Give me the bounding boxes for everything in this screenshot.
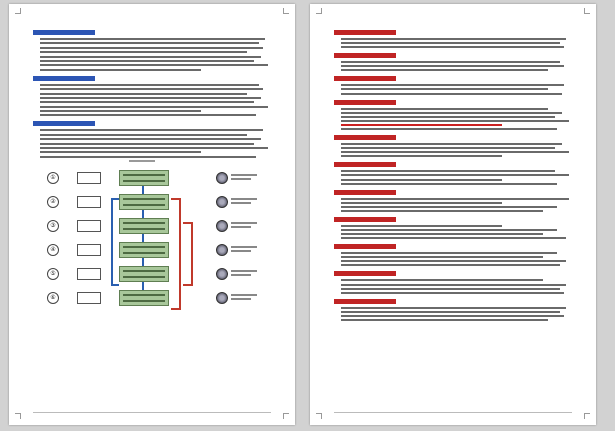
lcd-display bbox=[119, 194, 169, 210]
text-line bbox=[40, 101, 254, 103]
step-box bbox=[77, 268, 101, 280]
step-box bbox=[77, 196, 101, 208]
section bbox=[334, 100, 574, 130]
knob-note bbox=[231, 246, 257, 248]
text-line bbox=[341, 315, 564, 317]
text-line bbox=[341, 143, 562, 145]
section bbox=[334, 135, 574, 157]
rotary-knob-icon bbox=[216, 196, 228, 208]
text-line bbox=[40, 56, 261, 58]
text-line bbox=[341, 84, 564, 86]
right-page-content bbox=[334, 30, 574, 326]
section bbox=[334, 53, 574, 71]
text-line bbox=[40, 114, 256, 116]
knob-note bbox=[231, 294, 257, 296]
text-line bbox=[341, 279, 543, 281]
lcd-line bbox=[123, 270, 165, 272]
step-number: ② bbox=[47, 196, 59, 208]
section-heading bbox=[334, 135, 396, 140]
section bbox=[334, 162, 574, 184]
lcd-line bbox=[123, 174, 165, 176]
crop-mark bbox=[584, 413, 590, 419]
section bbox=[33, 76, 273, 117]
text-line bbox=[341, 46, 564, 48]
text-line bbox=[341, 284, 566, 286]
text-line bbox=[40, 38, 265, 40]
lcd-line bbox=[123, 228, 165, 230]
section-heading bbox=[33, 76, 95, 81]
text-line bbox=[341, 155, 502, 157]
text-line bbox=[40, 110, 201, 112]
text-line bbox=[40, 143, 254, 145]
mode-flow-figure bbox=[33, 164, 273, 322]
text-line bbox=[341, 38, 566, 40]
knob-note bbox=[231, 274, 251, 276]
text-line bbox=[341, 151, 569, 153]
section-heading bbox=[334, 217, 396, 222]
text-line bbox=[341, 93, 562, 95]
section-heading bbox=[334, 299, 396, 304]
feedback-line-red bbox=[171, 198, 181, 310]
text-line bbox=[341, 120, 569, 122]
section-heading bbox=[334, 190, 396, 195]
lcd-line bbox=[123, 204, 165, 206]
text-line bbox=[40, 151, 201, 153]
text-line bbox=[341, 198, 569, 200]
section bbox=[334, 271, 574, 293]
text-line bbox=[341, 147, 555, 149]
text-line bbox=[341, 179, 502, 181]
text-line bbox=[40, 51, 247, 53]
text-line bbox=[40, 97, 261, 99]
text-line bbox=[40, 60, 254, 62]
section-heading bbox=[33, 30, 95, 35]
step-number: ⑥ bbox=[47, 292, 59, 304]
knob-note bbox=[231, 178, 251, 180]
text-line bbox=[341, 233, 543, 235]
text-line bbox=[40, 106, 268, 108]
section-heading bbox=[334, 162, 396, 167]
text-line bbox=[341, 65, 564, 67]
text-line bbox=[341, 256, 543, 258]
step-box bbox=[77, 244, 101, 256]
section-heading bbox=[334, 30, 396, 35]
feedback-line-red bbox=[183, 222, 193, 286]
text-line bbox=[341, 183, 557, 185]
lcd-line bbox=[123, 300, 165, 302]
knob-note bbox=[231, 202, 251, 204]
text-line bbox=[341, 88, 548, 90]
step-box bbox=[77, 220, 101, 232]
crop-mark bbox=[283, 413, 289, 419]
lcd-display bbox=[119, 170, 169, 186]
text-line bbox=[341, 174, 569, 176]
down-arrow bbox=[142, 234, 144, 242]
lcd-line bbox=[123, 198, 165, 200]
section-heading bbox=[334, 244, 396, 249]
step-box bbox=[77, 292, 101, 304]
text-line bbox=[341, 108, 548, 110]
text-line bbox=[341, 69, 548, 71]
step-number: ③ bbox=[47, 220, 59, 232]
text-line bbox=[40, 88, 263, 90]
text-line bbox=[341, 311, 560, 313]
lcd-display bbox=[119, 290, 169, 306]
section-heading bbox=[334, 100, 396, 105]
text-line bbox=[341, 237, 566, 239]
section bbox=[334, 217, 574, 239]
text-line bbox=[40, 147, 268, 149]
text-line bbox=[40, 93, 247, 95]
down-arrow bbox=[142, 210, 144, 218]
text-line bbox=[40, 138, 261, 140]
text-line bbox=[40, 156, 256, 158]
lcd-line bbox=[123, 294, 165, 296]
crop-mark bbox=[15, 413, 21, 419]
section bbox=[334, 299, 574, 321]
text-line bbox=[341, 206, 557, 208]
section bbox=[334, 30, 574, 48]
section-heading bbox=[33, 121, 95, 126]
lcd-line bbox=[123, 180, 165, 182]
section-heading bbox=[334, 76, 396, 81]
section bbox=[334, 76, 574, 94]
crop-mark bbox=[283, 8, 289, 14]
text-line bbox=[341, 124, 502, 126]
knob-note bbox=[231, 198, 257, 200]
text-line bbox=[341, 61, 560, 63]
lcd-display bbox=[119, 218, 169, 234]
section-heading bbox=[334, 53, 396, 58]
text-line bbox=[341, 170, 555, 172]
step-number: ④ bbox=[47, 244, 59, 256]
text-line bbox=[40, 84, 259, 86]
lcd-line bbox=[123, 252, 165, 254]
rotary-knob-icon bbox=[216, 220, 228, 232]
step-number: ① bbox=[47, 172, 59, 184]
knob-note bbox=[231, 222, 257, 224]
rotary-knob-icon bbox=[216, 268, 228, 280]
text-line bbox=[341, 292, 564, 294]
knob-note bbox=[231, 250, 251, 252]
text-line bbox=[40, 69, 201, 71]
rotary-knob-icon bbox=[216, 244, 228, 256]
text-line bbox=[40, 64, 268, 66]
text-line bbox=[341, 319, 548, 321]
section-heading bbox=[334, 271, 396, 276]
footer-rule bbox=[33, 412, 271, 413]
text-line bbox=[341, 260, 566, 262]
knob-note bbox=[231, 298, 251, 300]
lcd-line bbox=[123, 222, 165, 224]
section bbox=[334, 244, 574, 266]
text-line bbox=[341, 112, 562, 114]
text-line bbox=[40, 129, 263, 131]
text-line bbox=[40, 42, 259, 44]
down-arrow bbox=[142, 282, 144, 290]
text-line bbox=[341, 42, 560, 44]
rotary-knob-icon bbox=[216, 292, 228, 304]
text-line bbox=[40, 47, 263, 49]
section bbox=[334, 190, 574, 212]
footer-rule bbox=[334, 412, 572, 413]
down-arrow bbox=[142, 186, 144, 194]
step-box bbox=[77, 172, 101, 184]
text-line bbox=[341, 128, 557, 130]
feedback-line-blue bbox=[111, 198, 119, 286]
knob-note bbox=[231, 174, 257, 176]
text-line bbox=[341, 288, 560, 290]
section bbox=[33, 121, 273, 157]
text-line bbox=[341, 202, 502, 204]
text-line bbox=[341, 116, 555, 118]
text-line bbox=[341, 210, 543, 212]
knob-note bbox=[231, 226, 251, 228]
crop-mark bbox=[316, 8, 322, 14]
knob-note bbox=[231, 270, 257, 272]
text-line bbox=[341, 229, 557, 231]
rotary-knob-icon bbox=[216, 172, 228, 184]
lcd-display bbox=[119, 266, 169, 282]
right-page bbox=[310, 4, 596, 425]
left-page-content bbox=[33, 30, 273, 322]
lcd-line bbox=[123, 246, 165, 248]
text-line bbox=[40, 134, 247, 136]
text-line bbox=[341, 264, 560, 266]
crop-mark bbox=[15, 8, 21, 14]
lcd-line bbox=[123, 276, 165, 278]
lcd-display bbox=[119, 242, 169, 258]
text-line bbox=[341, 307, 566, 309]
figure-caption bbox=[129, 160, 155, 162]
crop-mark bbox=[584, 8, 590, 14]
crop-mark bbox=[316, 413, 322, 419]
text-line bbox=[341, 225, 502, 227]
section bbox=[33, 30, 273, 71]
left-page bbox=[9, 4, 295, 425]
down-arrow bbox=[142, 258, 144, 266]
step-number: ⑤ bbox=[47, 268, 59, 280]
text-line bbox=[341, 252, 557, 254]
